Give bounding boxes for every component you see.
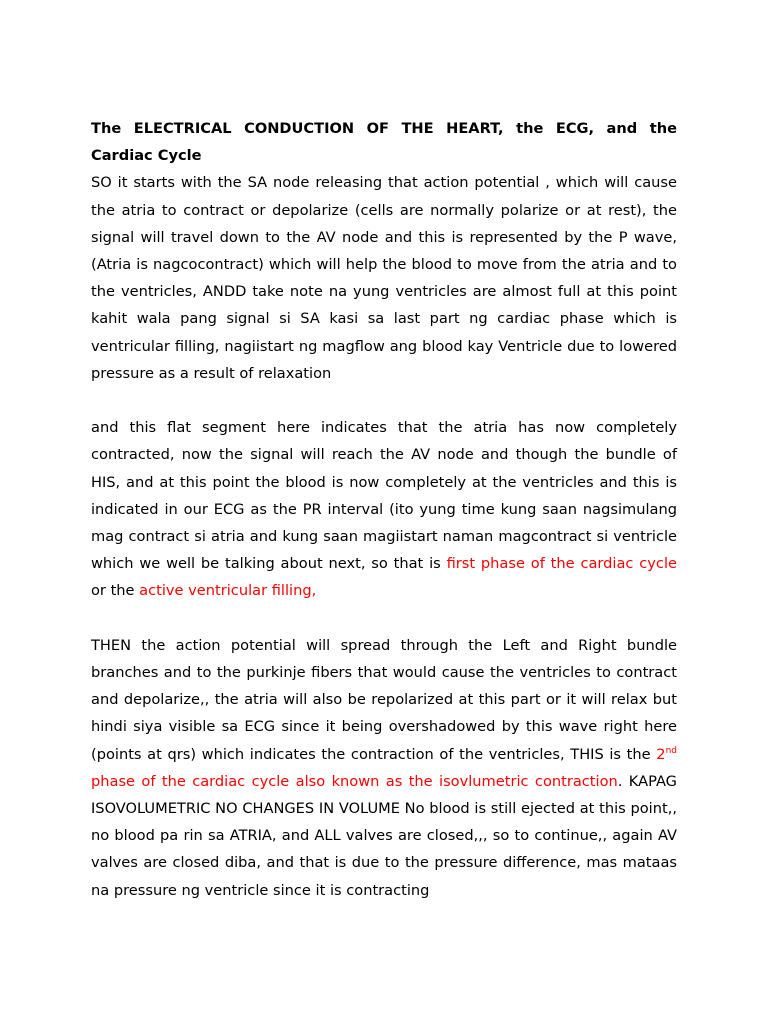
document-title: The ELECTRICAL CONDUCTION OF THE HEART, the ECG, and the Cardiac Cycle: [91, 120, 677, 165]
paragraph-sa-node: SO it starts with the SA node releasing that action potential , which will cause the atria to contract or depolarize (cells are normally polarize or at rest), the signal will travel down to the AV node and this is represented by the P wave, (Atria is nagcocontract) which will help the blood to move from the atria and to the ventricles, ANDD take note na yung ventricles are almost full at this point kahit wala pang signal si SA kasi sa last part ng cardiac phase which is ventricular filling, nagiistart ng magflow ang blood kay Ventricle due to lowered pressure as a result of relaxation: [91, 174, 677, 382]
highlight-first-phase: first phase of the cardiac cycle: [446, 555, 677, 573]
document-page: [91, 115, 677, 904]
paragraph-qrs: [91, 632, 677, 904]
paragraph-qrs-text: THEN the action potential will spread through the Left and Right bundle branches and to the purkinje fibers that would cause the ventricles to contract and depolarize,, the atria will also be repolarized at this part or it will relax but hindi siya visible sa ECG since it being overshadowed by this wave right here (points at qrs) which indicates the contraction of the ventricles, THIS is the: [91, 636, 677, 763]
highlight-second-phase-number: 2: [656, 745, 666, 763]
highlight-active-ventricular-filling: active ventricular filling,: [139, 582, 317, 600]
highlight-second-phase-text: phase of the cardiac cycle also known as the isovlumetric contraction: [91, 772, 618, 790]
paragraph-pr-interval-text: and this flat segment here indicates that the atria has now completely contracted, now the signal will reach the AV node and though the bundle of HIS, and at this point the blood is now completely at the ventricles and this is indicated in our ECG as the PR interval (ito yung time kung saan nagsimulang mag contract si atria and kung saan magiistart naman magcontract si ventricle which we well be talking about next, so that is: [91, 419, 677, 573]
highlight-second-phase-suffix: nd: [665, 745, 677, 756]
paragraph-gap: [91, 605, 677, 632]
paragraph-gap: [91, 387, 677, 414]
paragraph-pr-interval: [91, 414, 677, 604]
paragraph-pr-interval-connector: or the: [91, 582, 140, 600]
paragraph-qrs-continuation: . KAPAG ISOVOLUMETRIC NO CHANGES IN VOLUME No blood is still ejected at this point,, no blood pa rin sa ATRIA, and ALL valves are closed,,, so to continue,, again AV valves are closed diba, and that is due to the pressure difference, mas mataas na pressure ng ventricle since it is contracting: [91, 772, 677, 899]
